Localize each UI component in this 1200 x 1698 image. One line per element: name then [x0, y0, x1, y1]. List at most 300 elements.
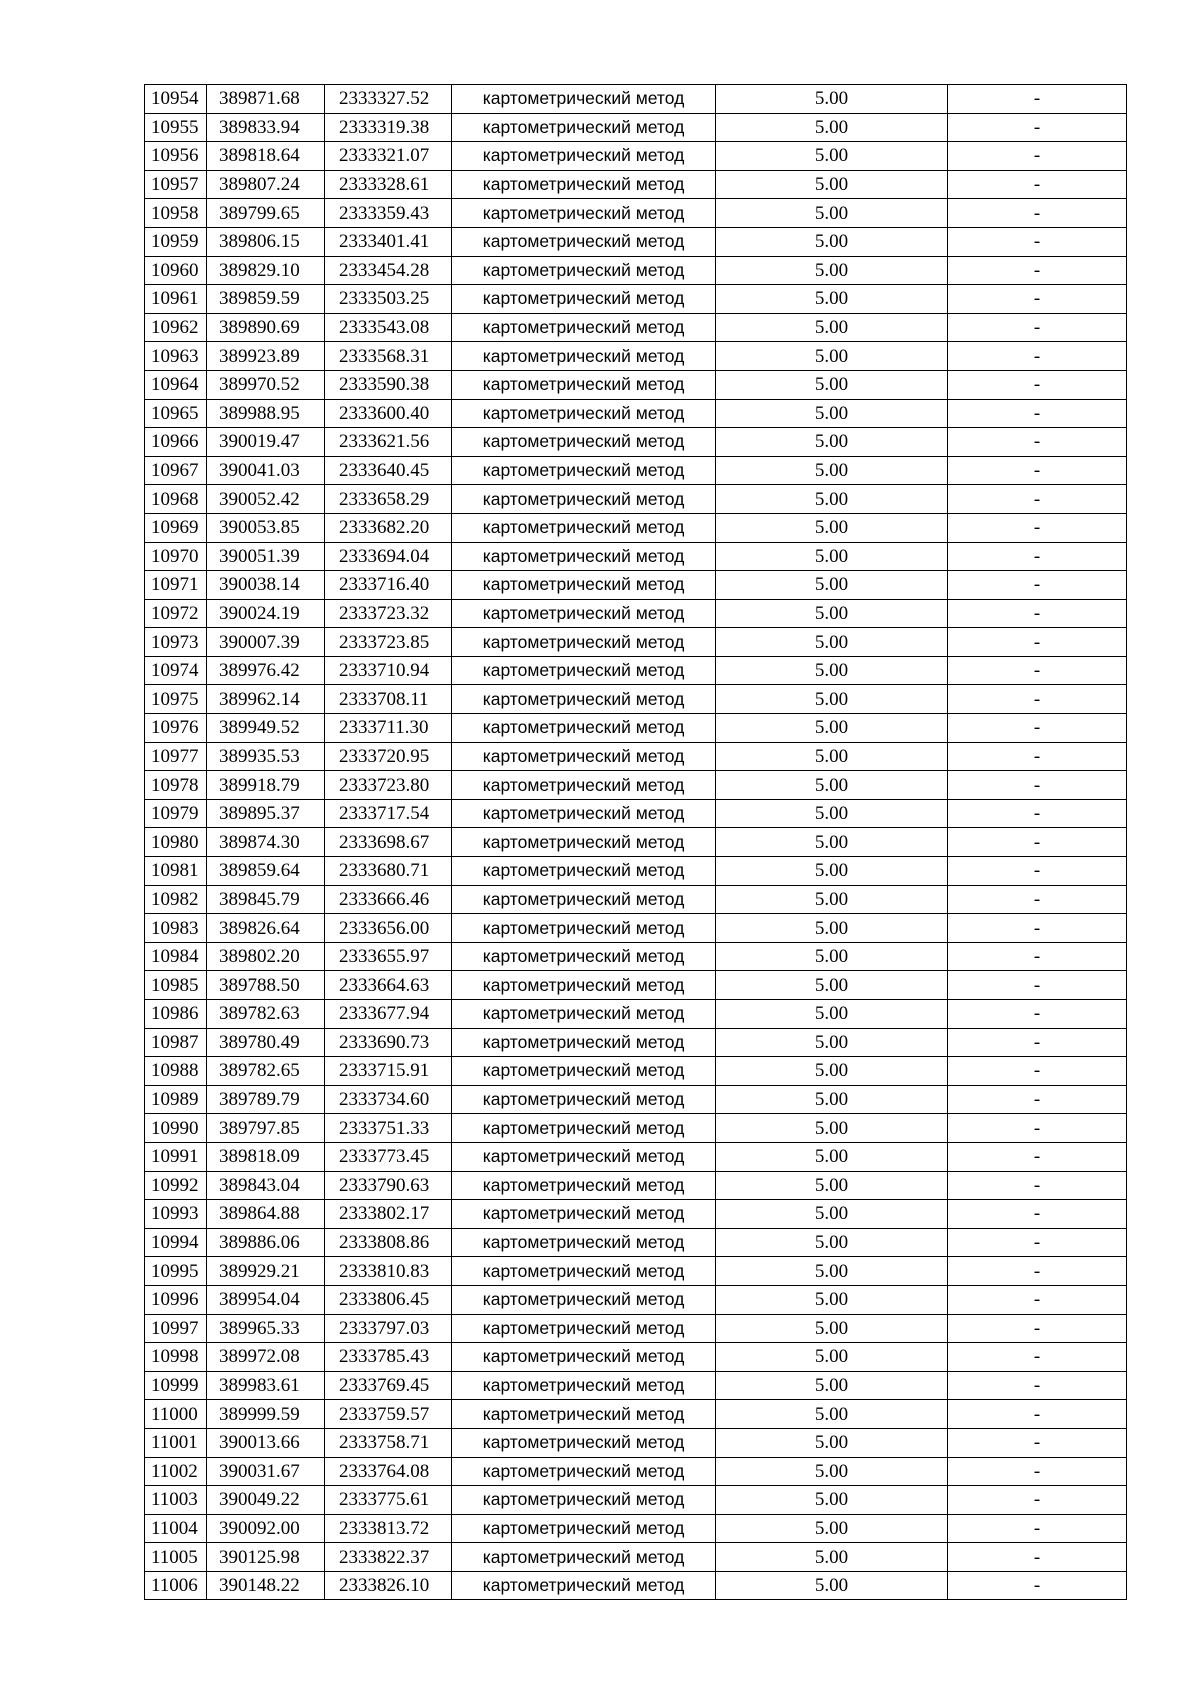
y-coordinate-cell: 2333715.91: [325, 1057, 452, 1086]
precision-cell: 5.00: [716, 1371, 948, 1400]
y-coordinate-cell: 2333723.80: [325, 771, 452, 800]
precision-cell: 5.00: [716, 170, 948, 199]
coordinates-table-body: [145, 85, 1127, 1600]
y-coordinate-cell: 2333813.72: [325, 1514, 452, 1543]
y-coordinate-cell: 2333717.54: [325, 799, 452, 828]
precision-cell: 5.00: [716, 1457, 948, 1486]
y-coordinate-cell: 2333454.28: [325, 256, 452, 285]
description-cell: -: [948, 1457, 1127, 1486]
description-cell: -: [948, 1285, 1127, 1314]
description-cell: -: [948, 199, 1127, 228]
y-coordinate-cell: 2333319.38: [325, 113, 452, 142]
description-cell: -: [948, 113, 1127, 142]
table-row: [145, 542, 1127, 571]
x-coordinate-cell: 390092.00: [207, 1514, 325, 1543]
table-row: [145, 1142, 1127, 1171]
method-cell: картометрический метод: [452, 513, 716, 542]
point-number-cell: 10956: [145, 142, 207, 171]
x-coordinate-cell: 390051.39: [207, 542, 325, 571]
method-cell: картометрический метод: [452, 685, 716, 714]
description-cell: -: [948, 342, 1127, 371]
table-row: [145, 513, 1127, 542]
table-row: [145, 656, 1127, 685]
point-number-cell: 10981: [145, 857, 207, 886]
precision-cell: 5.00: [716, 142, 948, 171]
y-coordinate-cell: 2333682.20: [325, 513, 452, 542]
y-coordinate-cell: 2333698.67: [325, 828, 452, 857]
point-number-cell: 10984: [145, 942, 207, 971]
point-number-cell: 10966: [145, 428, 207, 457]
x-coordinate-cell: 389864.88: [207, 1200, 325, 1229]
y-coordinate-cell: 2333759.57: [325, 1400, 452, 1429]
precision-cell: 5.00: [716, 628, 948, 657]
point-number-cell: 10978: [145, 771, 207, 800]
table-row: [145, 628, 1127, 657]
x-coordinate-cell: 389895.37: [207, 799, 325, 828]
point-number-cell: 10967: [145, 456, 207, 485]
x-coordinate-cell: 389802.20: [207, 942, 325, 971]
method-cell: картометрический метод: [452, 1057, 716, 1086]
y-coordinate-cell: 2333694.04: [325, 542, 452, 571]
method-cell: картометрический метод: [452, 1400, 716, 1429]
method-cell: картометрический метод: [452, 485, 716, 514]
table-row: [145, 428, 1127, 457]
y-coordinate-cell: 2333790.63: [325, 1171, 452, 1200]
precision-cell: 5.00: [716, 1142, 948, 1171]
method-cell: картометрический метод: [452, 799, 716, 828]
x-coordinate-cell: 389983.61: [207, 1371, 325, 1400]
table-row: [145, 285, 1127, 314]
point-number-cell: 10985: [145, 971, 207, 1000]
x-coordinate-cell: 389890.69: [207, 313, 325, 342]
x-coordinate-cell: 389962.14: [207, 685, 325, 714]
precision-cell: 5.00: [716, 1257, 948, 1286]
precision-cell: 5.00: [716, 256, 948, 285]
precision-cell: 5.00: [716, 85, 948, 114]
table-row: [145, 1314, 1127, 1343]
x-coordinate-cell: 389965.33: [207, 1314, 325, 1343]
precision-cell: 5.00: [716, 742, 948, 771]
method-cell: картометрический метод: [452, 1114, 716, 1143]
x-coordinate-cell: 390038.14: [207, 571, 325, 600]
table-row: [145, 1114, 1127, 1143]
description-cell: -: [948, 285, 1127, 314]
method-cell: картометрический метод: [452, 1171, 716, 1200]
x-coordinate-cell: 389874.30: [207, 828, 325, 857]
table-row: [145, 142, 1127, 171]
table-row: [145, 313, 1127, 342]
table-row: [145, 714, 1127, 743]
description-cell: -: [948, 227, 1127, 256]
table-row: [145, 1428, 1127, 1457]
table-row: [145, 456, 1127, 485]
method-cell: картометрический метод: [452, 1314, 716, 1343]
point-number-cell: 10969: [145, 513, 207, 542]
description-cell: -: [948, 85, 1127, 114]
point-number-cell: 10976: [145, 714, 207, 743]
table-row: [145, 971, 1127, 1000]
method-cell: картометрический метод: [452, 1228, 716, 1257]
precision-cell: 5.00: [716, 1428, 948, 1457]
precision-cell: 5.00: [716, 571, 948, 600]
y-coordinate-cell: 2333503.25: [325, 285, 452, 314]
table-row: [145, 1371, 1127, 1400]
x-coordinate-cell: 389988.95: [207, 399, 325, 428]
point-number-cell: 10973: [145, 628, 207, 657]
description-cell: -: [948, 1486, 1127, 1515]
point-number-cell: 10963: [145, 342, 207, 371]
description-cell: -: [948, 857, 1127, 886]
x-coordinate-cell: 389859.64: [207, 857, 325, 886]
description-cell: -: [948, 656, 1127, 685]
method-cell: картометрический метод: [452, 1028, 716, 1057]
y-coordinate-cell: 2333822.37: [325, 1543, 452, 1572]
x-coordinate-cell: 390049.22: [207, 1486, 325, 1515]
point-number-cell: 11000: [145, 1400, 207, 1429]
method-cell: картометрический метод: [452, 742, 716, 771]
method-cell: картометрический метод: [452, 1371, 716, 1400]
x-coordinate-cell: 389829.10: [207, 256, 325, 285]
point-number-cell: 10992: [145, 1171, 207, 1200]
y-coordinate-cell: 2333656.00: [325, 914, 452, 943]
y-coordinate-cell: 2333543.08: [325, 313, 452, 342]
point-number-cell: 10965: [145, 399, 207, 428]
method-cell: картометрический метод: [452, 542, 716, 571]
x-coordinate-cell: 389949.52: [207, 714, 325, 743]
description-cell: -: [948, 1028, 1127, 1057]
precision-cell: 5.00: [716, 799, 948, 828]
x-coordinate-cell: 389918.79: [207, 771, 325, 800]
description-cell: -: [948, 1543, 1127, 1572]
precision-cell: 5.00: [716, 685, 948, 714]
description-cell: -: [948, 1428, 1127, 1457]
description-cell: -: [948, 971, 1127, 1000]
description-cell: -: [948, 828, 1127, 857]
description-cell: -: [948, 742, 1127, 771]
point-number-cell: 10962: [145, 313, 207, 342]
table-row: [145, 1486, 1127, 1515]
precision-cell: 5.00: [716, 1000, 948, 1029]
table-row: [145, 1228, 1127, 1257]
table-row: [145, 227, 1127, 256]
precision-cell: 5.00: [716, 428, 948, 457]
description-cell: -: [948, 799, 1127, 828]
x-coordinate-cell: 389789.79: [207, 1085, 325, 1114]
precision-cell: 5.00: [716, 599, 948, 628]
precision-cell: 5.00: [716, 1085, 948, 1114]
precision-cell: 5.00: [716, 399, 948, 428]
x-coordinate-cell: 389788.50: [207, 971, 325, 1000]
y-coordinate-cell: 2333764.08: [325, 1457, 452, 1486]
description-cell: -: [948, 942, 1127, 971]
y-coordinate-cell: 2333720.95: [325, 742, 452, 771]
method-cell: картометрический метод: [452, 1142, 716, 1171]
x-coordinate-cell: 389833.94: [207, 113, 325, 142]
table-row: [145, 885, 1127, 914]
y-coordinate-cell: 2333758.71: [325, 1428, 452, 1457]
precision-cell: 5.00: [716, 828, 948, 857]
description-cell: -: [948, 1257, 1127, 1286]
precision-cell: 5.00: [716, 771, 948, 800]
y-coordinate-cell: 2333621.56: [325, 428, 452, 457]
point-number-cell: 11003: [145, 1486, 207, 1515]
method-cell: картометрический метод: [452, 313, 716, 342]
method-cell: картометрический метод: [452, 571, 716, 600]
y-coordinate-cell: 2333751.33: [325, 1114, 452, 1143]
point-number-cell: 10979: [145, 799, 207, 828]
point-number-cell: 11006: [145, 1571, 207, 1600]
y-coordinate-cell: 2333708.11: [325, 685, 452, 714]
y-coordinate-cell: 2333769.45: [325, 1371, 452, 1400]
x-coordinate-cell: 389780.49: [207, 1028, 325, 1057]
x-coordinate-cell: 389999.59: [207, 1400, 325, 1429]
x-coordinate-cell: 389859.59: [207, 285, 325, 314]
method-cell: картометрический метод: [452, 656, 716, 685]
point-number-cell: 10960: [145, 256, 207, 285]
table-row: [145, 1400, 1127, 1429]
table-row: [145, 1028, 1127, 1057]
y-coordinate-cell: 2333710.94: [325, 656, 452, 685]
precision-cell: 5.00: [716, 971, 948, 1000]
description-cell: -: [948, 1142, 1127, 1171]
precision-cell: 5.00: [716, 1543, 948, 1572]
description-cell: -: [948, 513, 1127, 542]
method-cell: картометрический метод: [452, 1343, 716, 1372]
table-row: [145, 942, 1127, 971]
x-coordinate-cell: 389826.64: [207, 914, 325, 943]
description-cell: -: [948, 914, 1127, 943]
table-row: [145, 799, 1127, 828]
point-number-cell: 10961: [145, 285, 207, 314]
table-row: [145, 1285, 1127, 1314]
method-cell: картометрический метод: [452, 227, 716, 256]
y-coordinate-cell: 2333806.45: [325, 1285, 452, 1314]
table-row: [145, 1571, 1127, 1600]
description-cell: -: [948, 1171, 1127, 1200]
precision-cell: 5.00: [716, 1200, 948, 1229]
y-coordinate-cell: 2333359.43: [325, 199, 452, 228]
precision-cell: 5.00: [716, 1228, 948, 1257]
table-row: [145, 370, 1127, 399]
x-coordinate-cell: 390053.85: [207, 513, 325, 542]
method-cell: картометрический метод: [452, 971, 716, 1000]
description-cell: -: [948, 1571, 1127, 1600]
y-coordinate-cell: 2333723.32: [325, 599, 452, 628]
method-cell: картометрический метод: [452, 85, 716, 114]
x-coordinate-cell: 390052.42: [207, 485, 325, 514]
method-cell: картометрический метод: [452, 285, 716, 314]
method-cell: картометрический метод: [452, 256, 716, 285]
precision-cell: 5.00: [716, 857, 948, 886]
y-coordinate-cell: 2333797.03: [325, 1314, 452, 1343]
method-cell: картометрический метод: [452, 942, 716, 971]
table-row: [145, 1514, 1127, 1543]
description-cell: -: [948, 1200, 1127, 1229]
description-cell: -: [948, 771, 1127, 800]
point-number-cell: 10974: [145, 656, 207, 685]
precision-cell: 5.00: [716, 942, 948, 971]
x-coordinate-cell: 390019.47: [207, 428, 325, 457]
precision-cell: 5.00: [716, 1171, 948, 1200]
point-number-cell: 10964: [145, 370, 207, 399]
precision-cell: 5.00: [716, 513, 948, 542]
table-row: [145, 1457, 1127, 1486]
point-number-cell: 10957: [145, 170, 207, 199]
y-coordinate-cell: 2333640.45: [325, 456, 452, 485]
precision-cell: 5.00: [716, 914, 948, 943]
y-coordinate-cell: 2333655.97: [325, 942, 452, 971]
x-coordinate-cell: 389807.24: [207, 170, 325, 199]
y-coordinate-cell: 2333802.17: [325, 1200, 452, 1229]
method-cell: картометрический метод: [452, 628, 716, 657]
description-cell: -: [948, 571, 1127, 600]
x-coordinate-cell: 389845.79: [207, 885, 325, 914]
method-cell: картометрический метод: [452, 599, 716, 628]
point-number-cell: 10954: [145, 85, 207, 114]
x-coordinate-cell: 389799.65: [207, 199, 325, 228]
table-row: [145, 485, 1127, 514]
precision-cell: 5.00: [716, 1486, 948, 1515]
point-number-cell: 10959: [145, 227, 207, 256]
method-cell: картометрический метод: [452, 1457, 716, 1486]
x-coordinate-cell: 390024.19: [207, 599, 325, 628]
method-cell: картометрический метод: [452, 885, 716, 914]
precision-cell: 5.00: [716, 199, 948, 228]
table-row: [145, 342, 1127, 371]
precision-cell: 5.00: [716, 1028, 948, 1057]
point-number-cell: 10980: [145, 828, 207, 857]
precision-cell: 5.00: [716, 1400, 948, 1429]
method-cell: картометрический метод: [452, 342, 716, 371]
point-number-cell: 10982: [145, 885, 207, 914]
x-coordinate-cell: 389935.53: [207, 742, 325, 771]
x-coordinate-cell: 390125.98: [207, 1543, 325, 1572]
x-coordinate-cell: 389886.06: [207, 1228, 325, 1257]
method-cell: картометрический метод: [452, 714, 716, 743]
method-cell: картометрический метод: [452, 914, 716, 943]
y-coordinate-cell: 2333666.46: [325, 885, 452, 914]
y-coordinate-cell: 2333785.43: [325, 1343, 452, 1372]
precision-cell: 5.00: [716, 1314, 948, 1343]
y-coordinate-cell: 2333810.83: [325, 1257, 452, 1286]
point-number-cell: 11002: [145, 1457, 207, 1486]
y-coordinate-cell: 2333680.71: [325, 857, 452, 886]
x-coordinate-cell: 389923.89: [207, 342, 325, 371]
precision-cell: 5.00: [716, 1285, 948, 1314]
point-number-cell: 10993: [145, 1200, 207, 1229]
x-coordinate-cell: 389954.04: [207, 1285, 325, 1314]
table-row: [145, 1543, 1127, 1572]
point-number-cell: 10955: [145, 113, 207, 142]
y-coordinate-cell: 2333401.41: [325, 227, 452, 256]
precision-cell: 5.00: [716, 1114, 948, 1143]
table-row: [145, 85, 1127, 114]
x-coordinate-cell: 389871.68: [207, 85, 325, 114]
description-cell: -: [948, 628, 1127, 657]
point-number-cell: 10988: [145, 1057, 207, 1086]
description-cell: -: [948, 599, 1127, 628]
table-row: [145, 1000, 1127, 1029]
method-cell: картометрический метод: [452, 1543, 716, 1572]
description-cell: -: [948, 399, 1127, 428]
y-coordinate-cell: 2333723.85: [325, 628, 452, 657]
method-cell: картометрический метод: [452, 1486, 716, 1515]
method-cell: картометрический метод: [452, 399, 716, 428]
method-cell: картометрический метод: [452, 199, 716, 228]
method-cell: картометрический метод: [452, 142, 716, 171]
table-row: [145, 599, 1127, 628]
description-cell: -: [948, 256, 1127, 285]
method-cell: картометрический метод: [452, 456, 716, 485]
x-coordinate-cell: 389970.52: [207, 370, 325, 399]
description-cell: -: [948, 428, 1127, 457]
precision-cell: 5.00: [716, 285, 948, 314]
method-cell: картометрический метод: [452, 857, 716, 886]
description-cell: -: [948, 885, 1127, 914]
table-row: [145, 1343, 1127, 1372]
y-coordinate-cell: 2333600.40: [325, 399, 452, 428]
description-cell: -: [948, 1343, 1127, 1372]
method-cell: картометрический метод: [452, 1285, 716, 1314]
method-cell: картометрический метод: [452, 1571, 716, 1600]
x-coordinate-cell: 389972.08: [207, 1343, 325, 1372]
x-coordinate-cell: 389818.09: [207, 1142, 325, 1171]
x-coordinate-cell: 389806.15: [207, 227, 325, 256]
table-row: [145, 828, 1127, 857]
precision-cell: 5.00: [716, 227, 948, 256]
x-coordinate-cell: 389976.42: [207, 656, 325, 685]
x-coordinate-cell: 389782.65: [207, 1057, 325, 1086]
table-row: [145, 685, 1127, 714]
x-coordinate-cell: 390007.39: [207, 628, 325, 657]
table-row: [145, 771, 1127, 800]
description-cell: -: [948, 370, 1127, 399]
method-cell: картометрический метод: [452, 1257, 716, 1286]
x-coordinate-cell: 390041.03: [207, 456, 325, 485]
x-coordinate-cell: 390013.66: [207, 1428, 325, 1457]
point-number-cell: 11005: [145, 1543, 207, 1572]
y-coordinate-cell: 2333734.60: [325, 1085, 452, 1114]
y-coordinate-cell: 2333677.94: [325, 1000, 452, 1029]
description-cell: -: [948, 1400, 1127, 1429]
description-cell: -: [948, 1085, 1127, 1114]
x-coordinate-cell: 390031.67: [207, 1457, 325, 1486]
point-number-cell: 11004: [145, 1514, 207, 1543]
point-number-cell: 10958: [145, 199, 207, 228]
y-coordinate-cell: 2333711.30: [325, 714, 452, 743]
method-cell: картометрический метод: [452, 1200, 716, 1229]
precision-cell: 5.00: [716, 456, 948, 485]
point-number-cell: 11001: [145, 1428, 207, 1457]
precision-cell: 5.00: [716, 342, 948, 371]
point-number-cell: 10994: [145, 1228, 207, 1257]
precision-cell: 5.00: [716, 113, 948, 142]
x-coordinate-cell: 390148.22: [207, 1571, 325, 1600]
point-number-cell: 10986: [145, 1000, 207, 1029]
precision-cell: 5.00: [716, 1514, 948, 1543]
description-cell: -: [948, 1114, 1127, 1143]
method-cell: картометрический метод: [452, 1514, 716, 1543]
table-row: [145, 113, 1127, 142]
point-number-cell: 10990: [145, 1114, 207, 1143]
y-coordinate-cell: 2333690.73: [325, 1028, 452, 1057]
point-number-cell: 10997: [145, 1314, 207, 1343]
description-cell: -: [948, 170, 1127, 199]
method-cell: картометрический метод: [452, 1428, 716, 1457]
point-number-cell: 10983: [145, 914, 207, 943]
precision-cell: 5.00: [716, 1057, 948, 1086]
point-number-cell: 10989: [145, 1085, 207, 1114]
